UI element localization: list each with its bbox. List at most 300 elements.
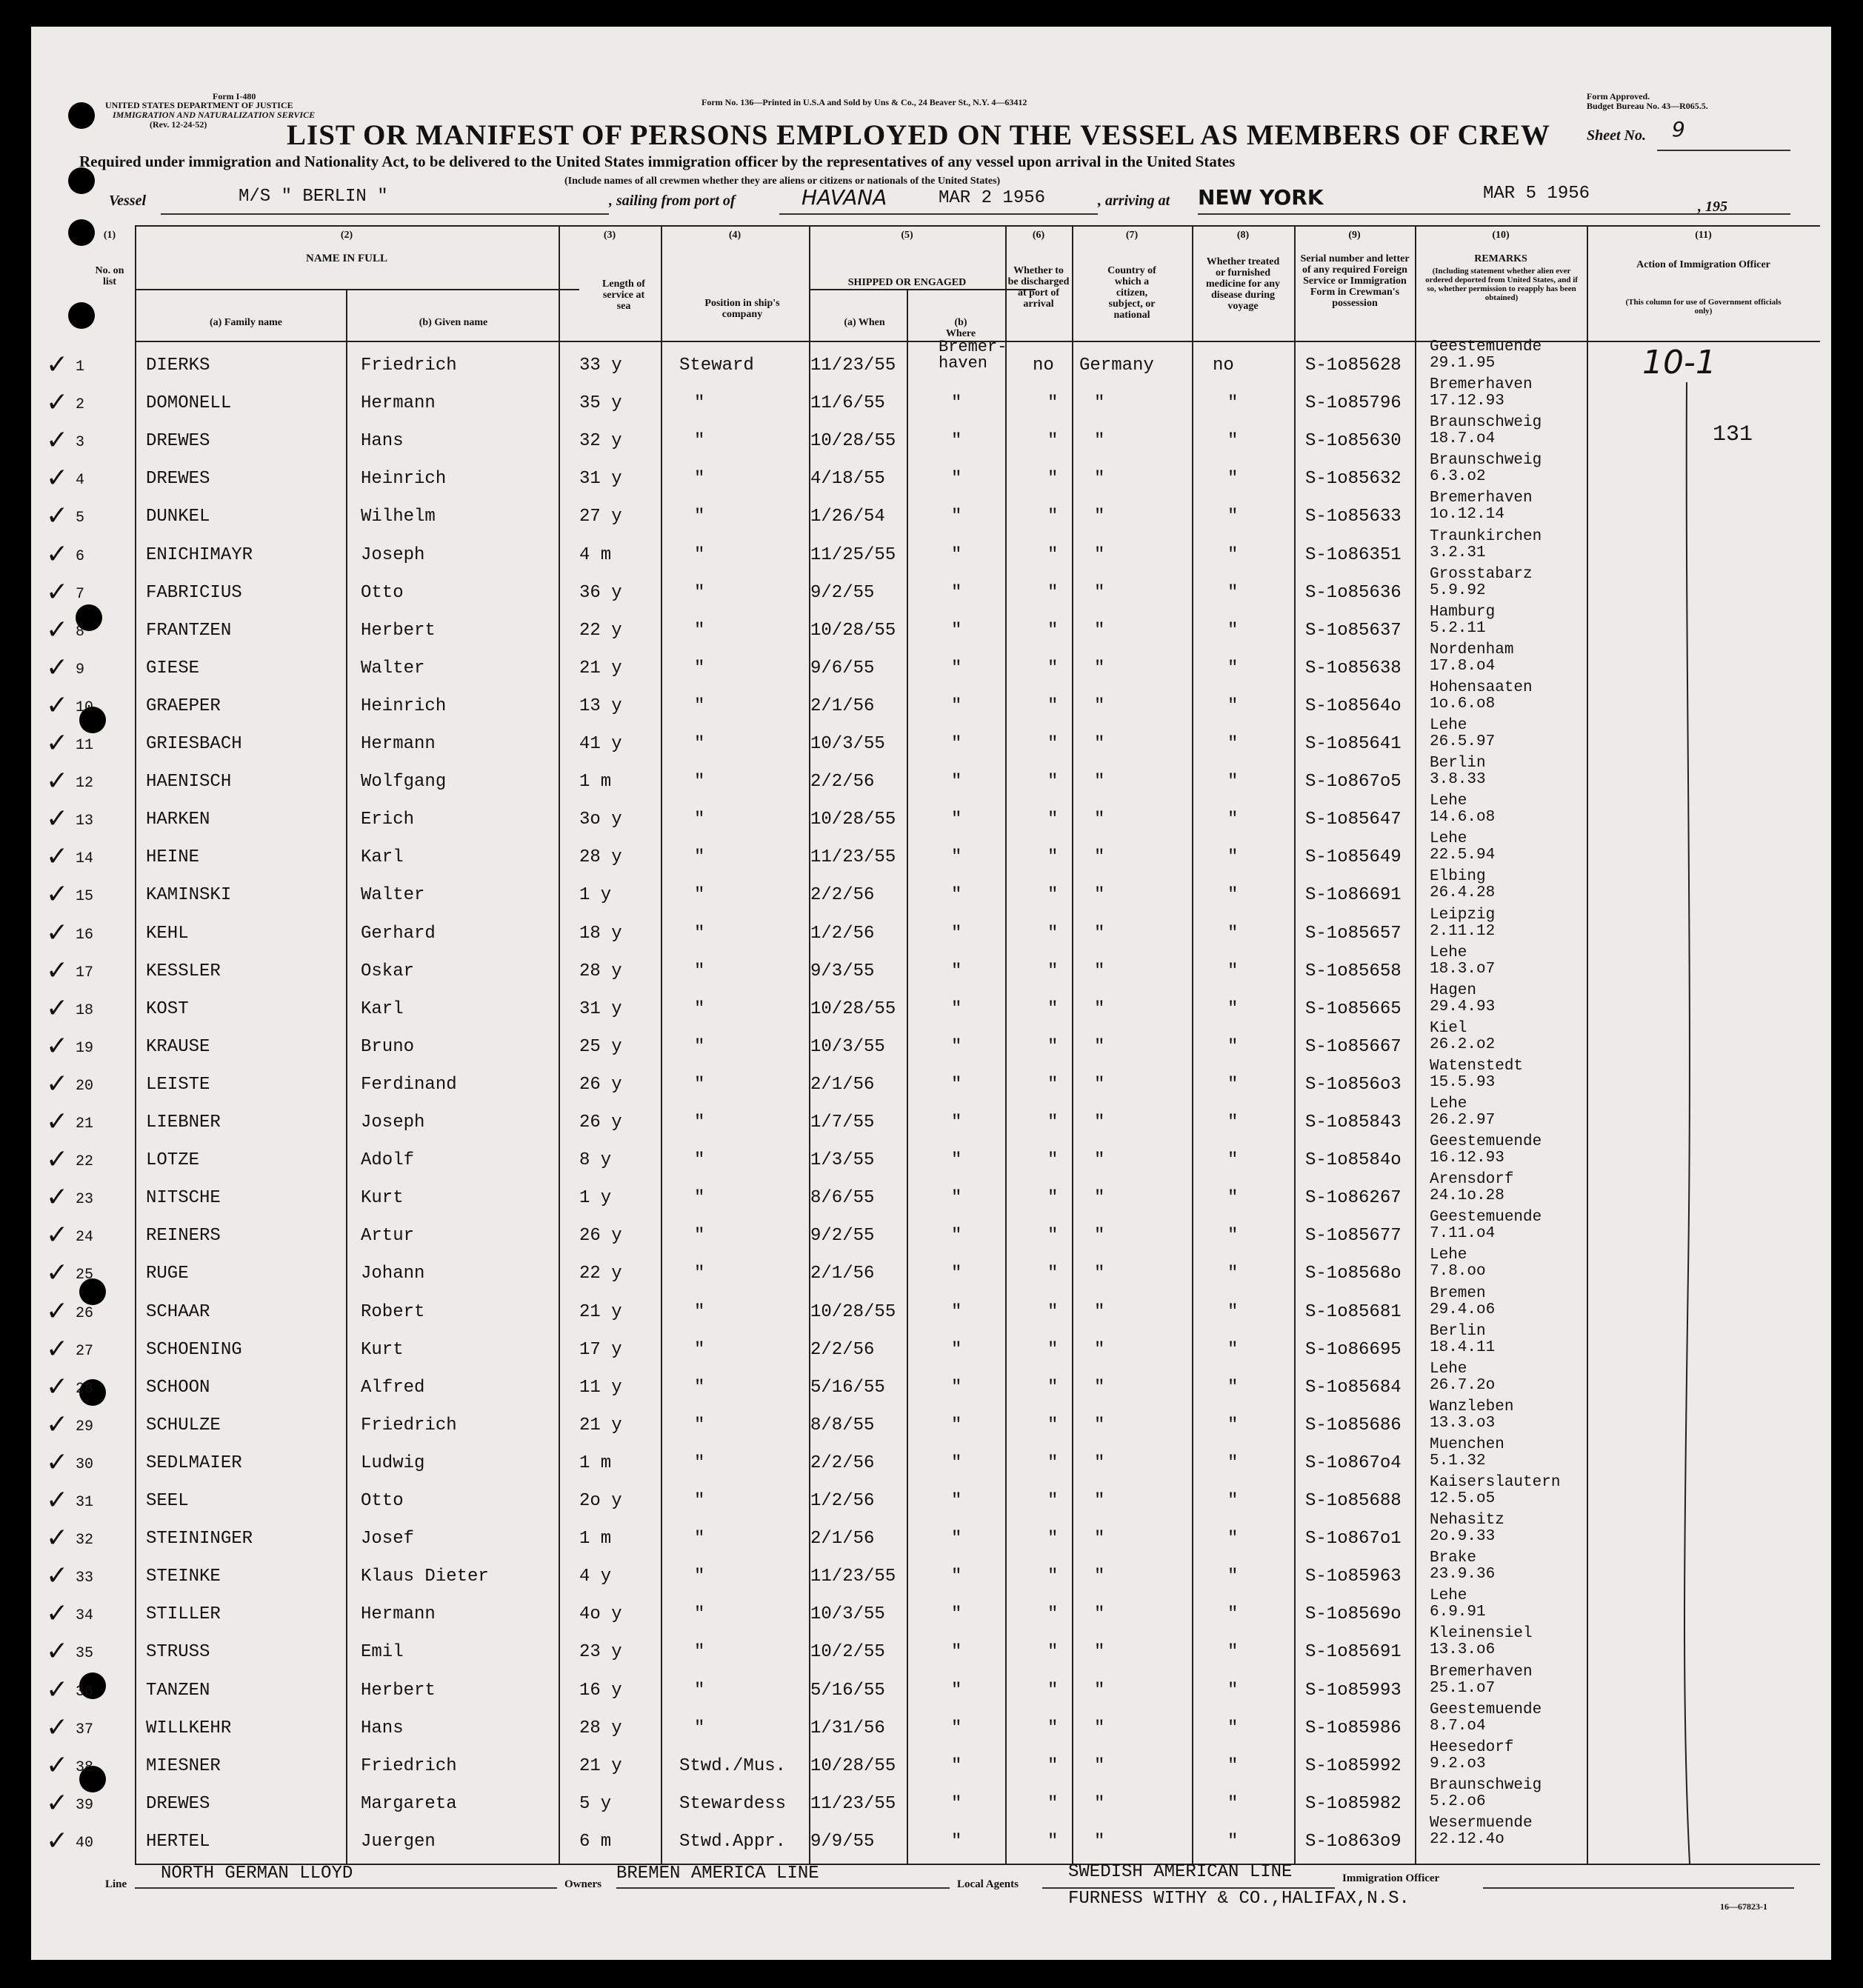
service-length: 35 y bbox=[579, 393, 622, 414]
remark-birthplace: Nordenham bbox=[1430, 641, 1514, 658]
family-name: KEHL bbox=[146, 923, 189, 944]
table-row bbox=[31, 1776, 1831, 1821]
medicine: " bbox=[1227, 1226, 1239, 1247]
medicine: " bbox=[1227, 1113, 1239, 1133]
service-length: 28 y bbox=[579, 1718, 622, 1738]
service-length: 21 y bbox=[579, 1755, 622, 1776]
discharge: " bbox=[1047, 1831, 1059, 1852]
sheet-number: 9 bbox=[1672, 117, 1685, 141]
country: Germany bbox=[1079, 356, 1154, 376]
remark-birthplace: Kleinensiel bbox=[1430, 1625, 1533, 1643]
row-number: 31 bbox=[76, 1494, 94, 1511]
serial-number: S-1o86351 bbox=[1305, 544, 1402, 565]
engaged-when: 8/6/55 bbox=[810, 1188, 875, 1209]
engaged-when: 1/2/56 bbox=[810, 1491, 875, 1511]
row-number: 36 bbox=[76, 1683, 94, 1701]
table-row bbox=[31, 906, 1831, 951]
country: " bbox=[1094, 923, 1105, 944]
remark-birthdate: 12.5.o5 bbox=[1430, 1490, 1496, 1507]
remark-birthdate: 24.1o.28 bbox=[1430, 1187, 1504, 1205]
row-number: 21 bbox=[76, 1115, 94, 1133]
position: " bbox=[694, 393, 705, 414]
family-name: KRAUSE bbox=[146, 1036, 210, 1057]
col-10-header: REMARKS bbox=[1474, 253, 1527, 264]
service-length: 31 y bbox=[579, 469, 622, 490]
given-name: Friedrich bbox=[361, 1415, 457, 1435]
given-name: Hans bbox=[361, 431, 404, 452]
medicine: " bbox=[1227, 1567, 1239, 1587]
table-row bbox=[31, 338, 1831, 383]
remark-birthplace: Lehe bbox=[1430, 1095, 1467, 1113]
engaged-when: 1/2/56 bbox=[810, 923, 875, 944]
engaged-where: " bbox=[951, 885, 962, 906]
serial-number: S-1o85658 bbox=[1305, 961, 1402, 981]
discharge: " bbox=[1047, 1567, 1059, 1587]
discharge: " bbox=[1047, 923, 1059, 944]
engaged-when: 11/23/55 bbox=[810, 356, 896, 376]
engaged-when: 10/28/55 bbox=[810, 1301, 896, 1322]
engaged-where: " bbox=[951, 1718, 962, 1738]
table-row bbox=[31, 376, 1831, 421]
engaged-where: " bbox=[951, 1567, 962, 1587]
checkmark: ✓ bbox=[46, 879, 69, 910]
row-number: 7 bbox=[76, 585, 85, 603]
service-length: 6 m bbox=[579, 1831, 612, 1852]
checkmark: ✓ bbox=[46, 1068, 69, 1099]
engaged-when: 11/25/55 bbox=[810, 544, 896, 565]
serial-number: S-1o85649 bbox=[1305, 847, 1402, 868]
serial-number: S-1o85963 bbox=[1305, 1567, 1402, 1587]
family-name: DUNKEL bbox=[146, 507, 210, 527]
row-number: 28 bbox=[76, 1380, 94, 1398]
col-11-header: Action of Immigration Officer bbox=[1636, 259, 1770, 270]
serial-number: S-1o85638 bbox=[1305, 658, 1402, 678]
family-name: KOST bbox=[146, 998, 189, 1019]
medicine: " bbox=[1227, 1452, 1239, 1473]
agent-1: SWEDISH AMERICAN LINE bbox=[1068, 1862, 1293, 1882]
remark-birthplace: Muenchen bbox=[1430, 1435, 1504, 1453]
table-row bbox=[31, 1474, 1831, 1518]
remark-birthdate: 3.8.33 bbox=[1430, 771, 1486, 789]
given-name: Bruno bbox=[361, 1036, 415, 1057]
row-number: 39 bbox=[76, 1796, 94, 1814]
table-row bbox=[31, 1322, 1831, 1367]
given-name: Karl bbox=[361, 998, 404, 1019]
country: " bbox=[1094, 1150, 1105, 1171]
engaged-where: " bbox=[951, 1377, 962, 1398]
service-length: 1 m bbox=[579, 1529, 612, 1550]
country: " bbox=[1094, 1452, 1105, 1473]
table-row bbox=[31, 1398, 1831, 1443]
table-row bbox=[31, 944, 1831, 989]
serial-number: S-1o86695 bbox=[1305, 1339, 1402, 1360]
engaged-when: 10/3/55 bbox=[810, 1604, 885, 1625]
discharge: " bbox=[1047, 998, 1059, 1019]
family-name: HAENISCH bbox=[146, 772, 232, 793]
discharge: " bbox=[1047, 1718, 1059, 1738]
table-row bbox=[31, 981, 1831, 1027]
discharge: " bbox=[1047, 1377, 1059, 1398]
family-name: SEDLMAIER bbox=[146, 1452, 242, 1473]
family-name: STRUSS bbox=[146, 1642, 210, 1663]
service-length: 4o y bbox=[579, 1604, 622, 1625]
engaged-where: " bbox=[951, 1452, 962, 1473]
family-name: SCHOON bbox=[146, 1377, 210, 1398]
service-length: 5 y bbox=[579, 1793, 612, 1814]
port-to: NEW YORK bbox=[1198, 185, 1324, 210]
discharge: " bbox=[1047, 1415, 1059, 1435]
page-subtitle: Required under immigration and Nationality Act, to be delivered to the United States immigration officer by the representatives of any vessel upon arrival in the United States bbox=[79, 153, 1236, 170]
checkmark: ✓ bbox=[46, 501, 69, 532]
remark-birthplace: Lehe bbox=[1430, 1587, 1467, 1605]
remark-birthdate: 15.5.93 bbox=[1430, 1073, 1496, 1091]
row-number: 23 bbox=[76, 1191, 94, 1209]
country: " bbox=[1094, 1188, 1105, 1209]
remark-birthplace: Arensdorf bbox=[1430, 1171, 1514, 1189]
medicine: " bbox=[1227, 734, 1239, 754]
sailing-label: , sailing from port of bbox=[609, 193, 736, 209]
given-name: Gerhard bbox=[361, 923, 436, 944]
discharge: " bbox=[1047, 1113, 1059, 1133]
page-title: LIST OR MANIFEST OF PERSONS EMPLOYED ON THE VESSEL AS MEMBERS OF CREW bbox=[287, 119, 1550, 151]
position: " bbox=[694, 885, 705, 906]
serial-number: S-1o85637 bbox=[1305, 620, 1402, 641]
checkmark: ✓ bbox=[46, 1258, 69, 1289]
engaged-when: 10/28/55 bbox=[810, 1755, 896, 1776]
agents-label: Local Agents bbox=[957, 1878, 1019, 1890]
manifest-sheet bbox=[31, 27, 1831, 1960]
remark-birthdate: 26.4.28 bbox=[1430, 884, 1496, 902]
position: " bbox=[694, 544, 705, 565]
serial-number: S-1o85657 bbox=[1305, 923, 1402, 944]
engaged-when: 9/6/55 bbox=[810, 658, 875, 678]
medicine: " bbox=[1227, 1831, 1239, 1852]
remark-birthplace: Grosstabarz bbox=[1430, 565, 1533, 583]
position: " bbox=[694, 658, 705, 678]
position: " bbox=[694, 772, 705, 793]
service-length: 21 y bbox=[579, 1301, 622, 1322]
checkmark: ✓ bbox=[46, 1561, 69, 1592]
remark-birthplace: Leipzig bbox=[1430, 906, 1496, 924]
remark-birthplace: Bremerhaven bbox=[1430, 376, 1533, 394]
row-number: 4 bbox=[76, 472, 85, 490]
given-name: Heinrich bbox=[361, 469, 447, 490]
engaged-where: " bbox=[951, 1491, 962, 1511]
discharge: " bbox=[1047, 1604, 1059, 1625]
table-row bbox=[31, 1019, 1831, 1064]
table-row bbox=[31, 1209, 1831, 1253]
col-11-note: (This column for use of Government officials only) bbox=[1625, 298, 1782, 316]
checkmark: ✓ bbox=[46, 690, 69, 721]
col-8-header: Whether treated or furnished medicine for any disease during voyage bbox=[1205, 256, 1281, 312]
given-name: Josef bbox=[361, 1529, 415, 1550]
remark-birthdate: 13.3.o3 bbox=[1430, 1414, 1496, 1432]
row-number: 26 bbox=[76, 1304, 94, 1322]
family-name: SCHULZE bbox=[146, 1415, 221, 1435]
country: " bbox=[1094, 1301, 1105, 1322]
remark-birthplace: Braunschweig bbox=[1430, 452, 1542, 470]
table-row bbox=[31, 1057, 1831, 1102]
engaged-when: 2/1/56 bbox=[810, 696, 875, 716]
remark-birthdate: 29.4.93 bbox=[1430, 998, 1496, 1015]
remark-birthdate: 5.1.32 bbox=[1430, 1452, 1486, 1470]
table-row bbox=[31, 565, 1831, 610]
given-name: Joseph bbox=[361, 1113, 425, 1133]
engaged-where: " bbox=[951, 1226, 962, 1247]
family-name: RUGE bbox=[146, 1264, 189, 1284]
engaged-when: 11/6/55 bbox=[810, 393, 885, 414]
remark-birthdate: 17.8.o4 bbox=[1430, 657, 1496, 675]
table-row bbox=[31, 793, 1831, 837]
family-name: WILLKEHR bbox=[146, 1718, 232, 1738]
table-row bbox=[31, 755, 1831, 799]
col-5b-header: (b) Where bbox=[945, 317, 976, 339]
medicine: " bbox=[1227, 544, 1239, 565]
remark-birthplace: Brake bbox=[1430, 1550, 1477, 1567]
remark-birthdate: 2.11.12 bbox=[1430, 922, 1496, 940]
given-name: Walter bbox=[361, 885, 425, 906]
family-name: SCHOENING bbox=[146, 1339, 242, 1360]
given-name: Adolf bbox=[361, 1150, 415, 1171]
given-name: Karl bbox=[361, 847, 404, 868]
owners-label: Owners bbox=[564, 1878, 601, 1890]
service-length: 41 y bbox=[579, 734, 622, 754]
medicine: " bbox=[1227, 1036, 1239, 1057]
remark-birthplace: Lehe bbox=[1430, 1247, 1467, 1264]
remark-birthdate: 26.2.o2 bbox=[1430, 1035, 1496, 1053]
engaged-where: " bbox=[951, 810, 962, 830]
given-name: Hermann bbox=[361, 734, 436, 754]
country: " bbox=[1094, 1036, 1105, 1057]
position: " bbox=[694, 1529, 705, 1550]
row-number: 1 bbox=[76, 358, 85, 376]
country: " bbox=[1094, 961, 1105, 981]
engaged-when: 2/2/56 bbox=[810, 1339, 875, 1360]
arriving-label: , arriving at bbox=[1098, 193, 1170, 209]
remark-birthdate: 5.9.92 bbox=[1430, 581, 1486, 599]
position: Steward bbox=[679, 356, 754, 376]
engaged-where: " bbox=[951, 998, 962, 1019]
remark-birthplace: Geestemuende bbox=[1430, 1133, 1542, 1151]
col-8-number: (8) bbox=[1236, 230, 1250, 241]
checkmark: ✓ bbox=[46, 1447, 69, 1478]
position: " bbox=[694, 620, 705, 641]
discharge: " bbox=[1047, 1074, 1059, 1095]
row-number: 8 bbox=[76, 623, 85, 641]
table-row bbox=[31, 1284, 1831, 1330]
port-from: HAVANA bbox=[801, 185, 887, 210]
engaged-where: " bbox=[951, 1150, 962, 1171]
discharge: " bbox=[1047, 772, 1059, 793]
medicine: " bbox=[1227, 1301, 1239, 1322]
table-row bbox=[31, 1550, 1831, 1594]
owners-name: BREMEN AMERICA LINE bbox=[616, 1864, 819, 1884]
serial-number: S-1o85684 bbox=[1305, 1377, 1402, 1398]
family-name: FABRICIUS bbox=[146, 582, 242, 603]
engaged-when: 9/9/55 bbox=[810, 1831, 875, 1852]
remark-birthplace: Hamburg bbox=[1430, 603, 1496, 621]
serial-number: S-1o85982 bbox=[1305, 1793, 1402, 1814]
remark-birthplace: Lehe bbox=[1430, 944, 1467, 961]
remark-birthdate: 26.5.97 bbox=[1430, 733, 1496, 750]
col-5-number: (5) bbox=[901, 230, 913, 241]
position: " bbox=[694, 1680, 705, 1701]
given-name: Oskar bbox=[361, 961, 415, 981]
discharge: " bbox=[1047, 1793, 1059, 1814]
medicine: no bbox=[1213, 356, 1234, 376]
remark-birthplace: Bremerhaven bbox=[1430, 1663, 1533, 1681]
remark-birthplace: Wanzleben bbox=[1430, 1398, 1514, 1415]
remark-birthplace: Lehe bbox=[1430, 717, 1467, 734]
table-row bbox=[31, 1814, 1831, 1859]
engaged-where: " bbox=[951, 620, 962, 641]
serial-number: S-1o85630 bbox=[1305, 431, 1402, 452]
engaged-when: 10/2/55 bbox=[810, 1642, 885, 1663]
country: " bbox=[1094, 431, 1105, 452]
serial-number: S-1o85647 bbox=[1305, 810, 1402, 830]
table-row bbox=[31, 1095, 1831, 1140]
remark-birthplace: Lehe bbox=[1430, 1360, 1467, 1378]
checkmark: ✓ bbox=[46, 955, 69, 986]
serial-number: S-1o85688 bbox=[1305, 1491, 1402, 1511]
service-length: 32 y bbox=[579, 431, 622, 452]
country: " bbox=[1094, 1377, 1105, 1398]
checkmark: ✓ bbox=[46, 1636, 69, 1667]
family-name: DIERKS bbox=[146, 356, 210, 376]
family-name: GRAEPER bbox=[146, 696, 221, 716]
table-row bbox=[31, 452, 1831, 496]
country: " bbox=[1094, 847, 1105, 868]
medicine: " bbox=[1227, 998, 1239, 1019]
given-name: Otto bbox=[361, 1491, 404, 1511]
table-row bbox=[31, 414, 1831, 458]
service-length: 2o y bbox=[579, 1491, 622, 1511]
engaged-where: " bbox=[951, 1642, 962, 1663]
col-4-number: (4) bbox=[728, 230, 741, 241]
given-name: Herbert bbox=[361, 620, 436, 641]
discharge: " bbox=[1047, 544, 1059, 565]
family-name: SEEL bbox=[146, 1491, 189, 1511]
given-name: Kurt bbox=[361, 1188, 404, 1209]
given-name: Juergen bbox=[361, 1831, 436, 1852]
given-name: Heinrich bbox=[361, 696, 447, 716]
engaged-when: 11/23/55 bbox=[810, 1567, 896, 1587]
country: " bbox=[1094, 1529, 1105, 1550]
family-name: MIESNER bbox=[146, 1755, 221, 1776]
service-length: 17 y bbox=[579, 1339, 622, 1360]
service-length: 11 y bbox=[579, 1377, 622, 1398]
service-length: 13 y bbox=[579, 696, 622, 716]
engaged-when: 10/28/55 bbox=[810, 810, 896, 830]
remark-birthdate: 29.4.o6 bbox=[1430, 1301, 1496, 1318]
row-number: 32 bbox=[76, 1532, 94, 1550]
engaged-when: 1/7/55 bbox=[810, 1113, 875, 1133]
given-name: Hermann bbox=[361, 1604, 436, 1625]
given-name: Margareta bbox=[361, 1793, 457, 1814]
given-name: Emil bbox=[361, 1642, 404, 1663]
medicine: " bbox=[1227, 1074, 1239, 1095]
position: " bbox=[694, 1604, 705, 1625]
country: " bbox=[1094, 1491, 1105, 1511]
engaged-where: " bbox=[951, 1793, 962, 1814]
serial-number: S-1o85633 bbox=[1305, 507, 1402, 527]
remark-birthplace: Nehasitz bbox=[1430, 1512, 1504, 1530]
table-row bbox=[31, 641, 1831, 686]
engaged-where: " bbox=[951, 393, 962, 414]
medicine: " bbox=[1227, 1604, 1239, 1625]
family-name: SCHAAR bbox=[146, 1301, 210, 1322]
given-name: Friedrich bbox=[361, 1755, 457, 1776]
remark-birthdate: 3.2.31 bbox=[1430, 544, 1486, 561]
remark-birthdate: 29.1.95 bbox=[1430, 355, 1496, 372]
position: Stwd.Appr. bbox=[679, 1831, 787, 1852]
engaged-where: Bremer- haven bbox=[939, 338, 1007, 373]
family-name: HEINE bbox=[146, 847, 200, 868]
remark-birthdate: 5.2.11 bbox=[1430, 619, 1486, 637]
serial-number: S-1o867o5 bbox=[1305, 772, 1402, 793]
engaged-when: 5/16/55 bbox=[810, 1680, 885, 1701]
serial-number: S-1o85843 bbox=[1305, 1113, 1402, 1133]
row-number: 15 bbox=[76, 888, 94, 906]
checkmark: ✓ bbox=[46, 728, 69, 758]
checkmark: ✓ bbox=[46, 387, 69, 418]
row-number: 18 bbox=[76, 1001, 94, 1019]
family-name: LEISTE bbox=[146, 1074, 210, 1095]
line-label: Line bbox=[105, 1878, 127, 1890]
engaged-when: 2/1/56 bbox=[810, 1264, 875, 1284]
crew-count: 131 bbox=[1713, 422, 1753, 447]
serial-number: S-1o85628 bbox=[1305, 356, 1402, 376]
engaged-where: " bbox=[951, 734, 962, 754]
service-length: 28 y bbox=[579, 847, 622, 868]
checkmark: ✓ bbox=[46, 1333, 69, 1364]
position: " bbox=[694, 1036, 705, 1057]
position: " bbox=[694, 1264, 705, 1284]
country: " bbox=[1094, 885, 1105, 906]
table-row bbox=[31, 1625, 1831, 1670]
position: " bbox=[694, 847, 705, 868]
medicine: " bbox=[1227, 507, 1239, 527]
medicine: " bbox=[1227, 1529, 1239, 1550]
engaged-when: 2/2/56 bbox=[810, 772, 875, 793]
remark-birthdate: 1o.6.o8 bbox=[1430, 695, 1496, 713]
family-name: DOMONELL bbox=[146, 393, 232, 414]
remark-birthdate: 22.5.94 bbox=[1430, 847, 1496, 864]
service-length: 8 y bbox=[579, 1150, 612, 1171]
engaged-where: " bbox=[951, 772, 962, 793]
remark-birthplace: Bremerhaven bbox=[1430, 490, 1533, 507]
year-suffix: , 195 bbox=[1698, 199, 1727, 215]
position: " bbox=[694, 1301, 705, 1322]
table-row bbox=[31, 527, 1831, 573]
checkmark: ✓ bbox=[46, 841, 69, 873]
country: " bbox=[1094, 696, 1105, 716]
family-name: STILLER bbox=[146, 1604, 221, 1625]
country: " bbox=[1094, 1755, 1105, 1776]
serial-number: S-1o85665 bbox=[1305, 998, 1402, 1019]
printer-line: Form No. 136—Printed in U.S.A and Sold by Uns & Co., 24 Beaver St., N.Y. 4—63412 bbox=[701, 97, 1027, 107]
remark-birthplace: Geestemuende bbox=[1430, 1209, 1542, 1227]
medicine: " bbox=[1227, 620, 1239, 641]
remark-birthplace: Lehe bbox=[1430, 830, 1467, 848]
remark-birthplace: Heesedorf bbox=[1430, 1738, 1514, 1756]
family-name: HARKEN bbox=[146, 810, 210, 830]
serial-number: S-1o85677 bbox=[1305, 1226, 1402, 1247]
checkmark: ✓ bbox=[46, 1749, 69, 1781]
row-number: 37 bbox=[76, 1721, 94, 1738]
remark-birthdate: 6.3.o2 bbox=[1430, 468, 1486, 486]
checkmark: ✓ bbox=[46, 917, 69, 948]
